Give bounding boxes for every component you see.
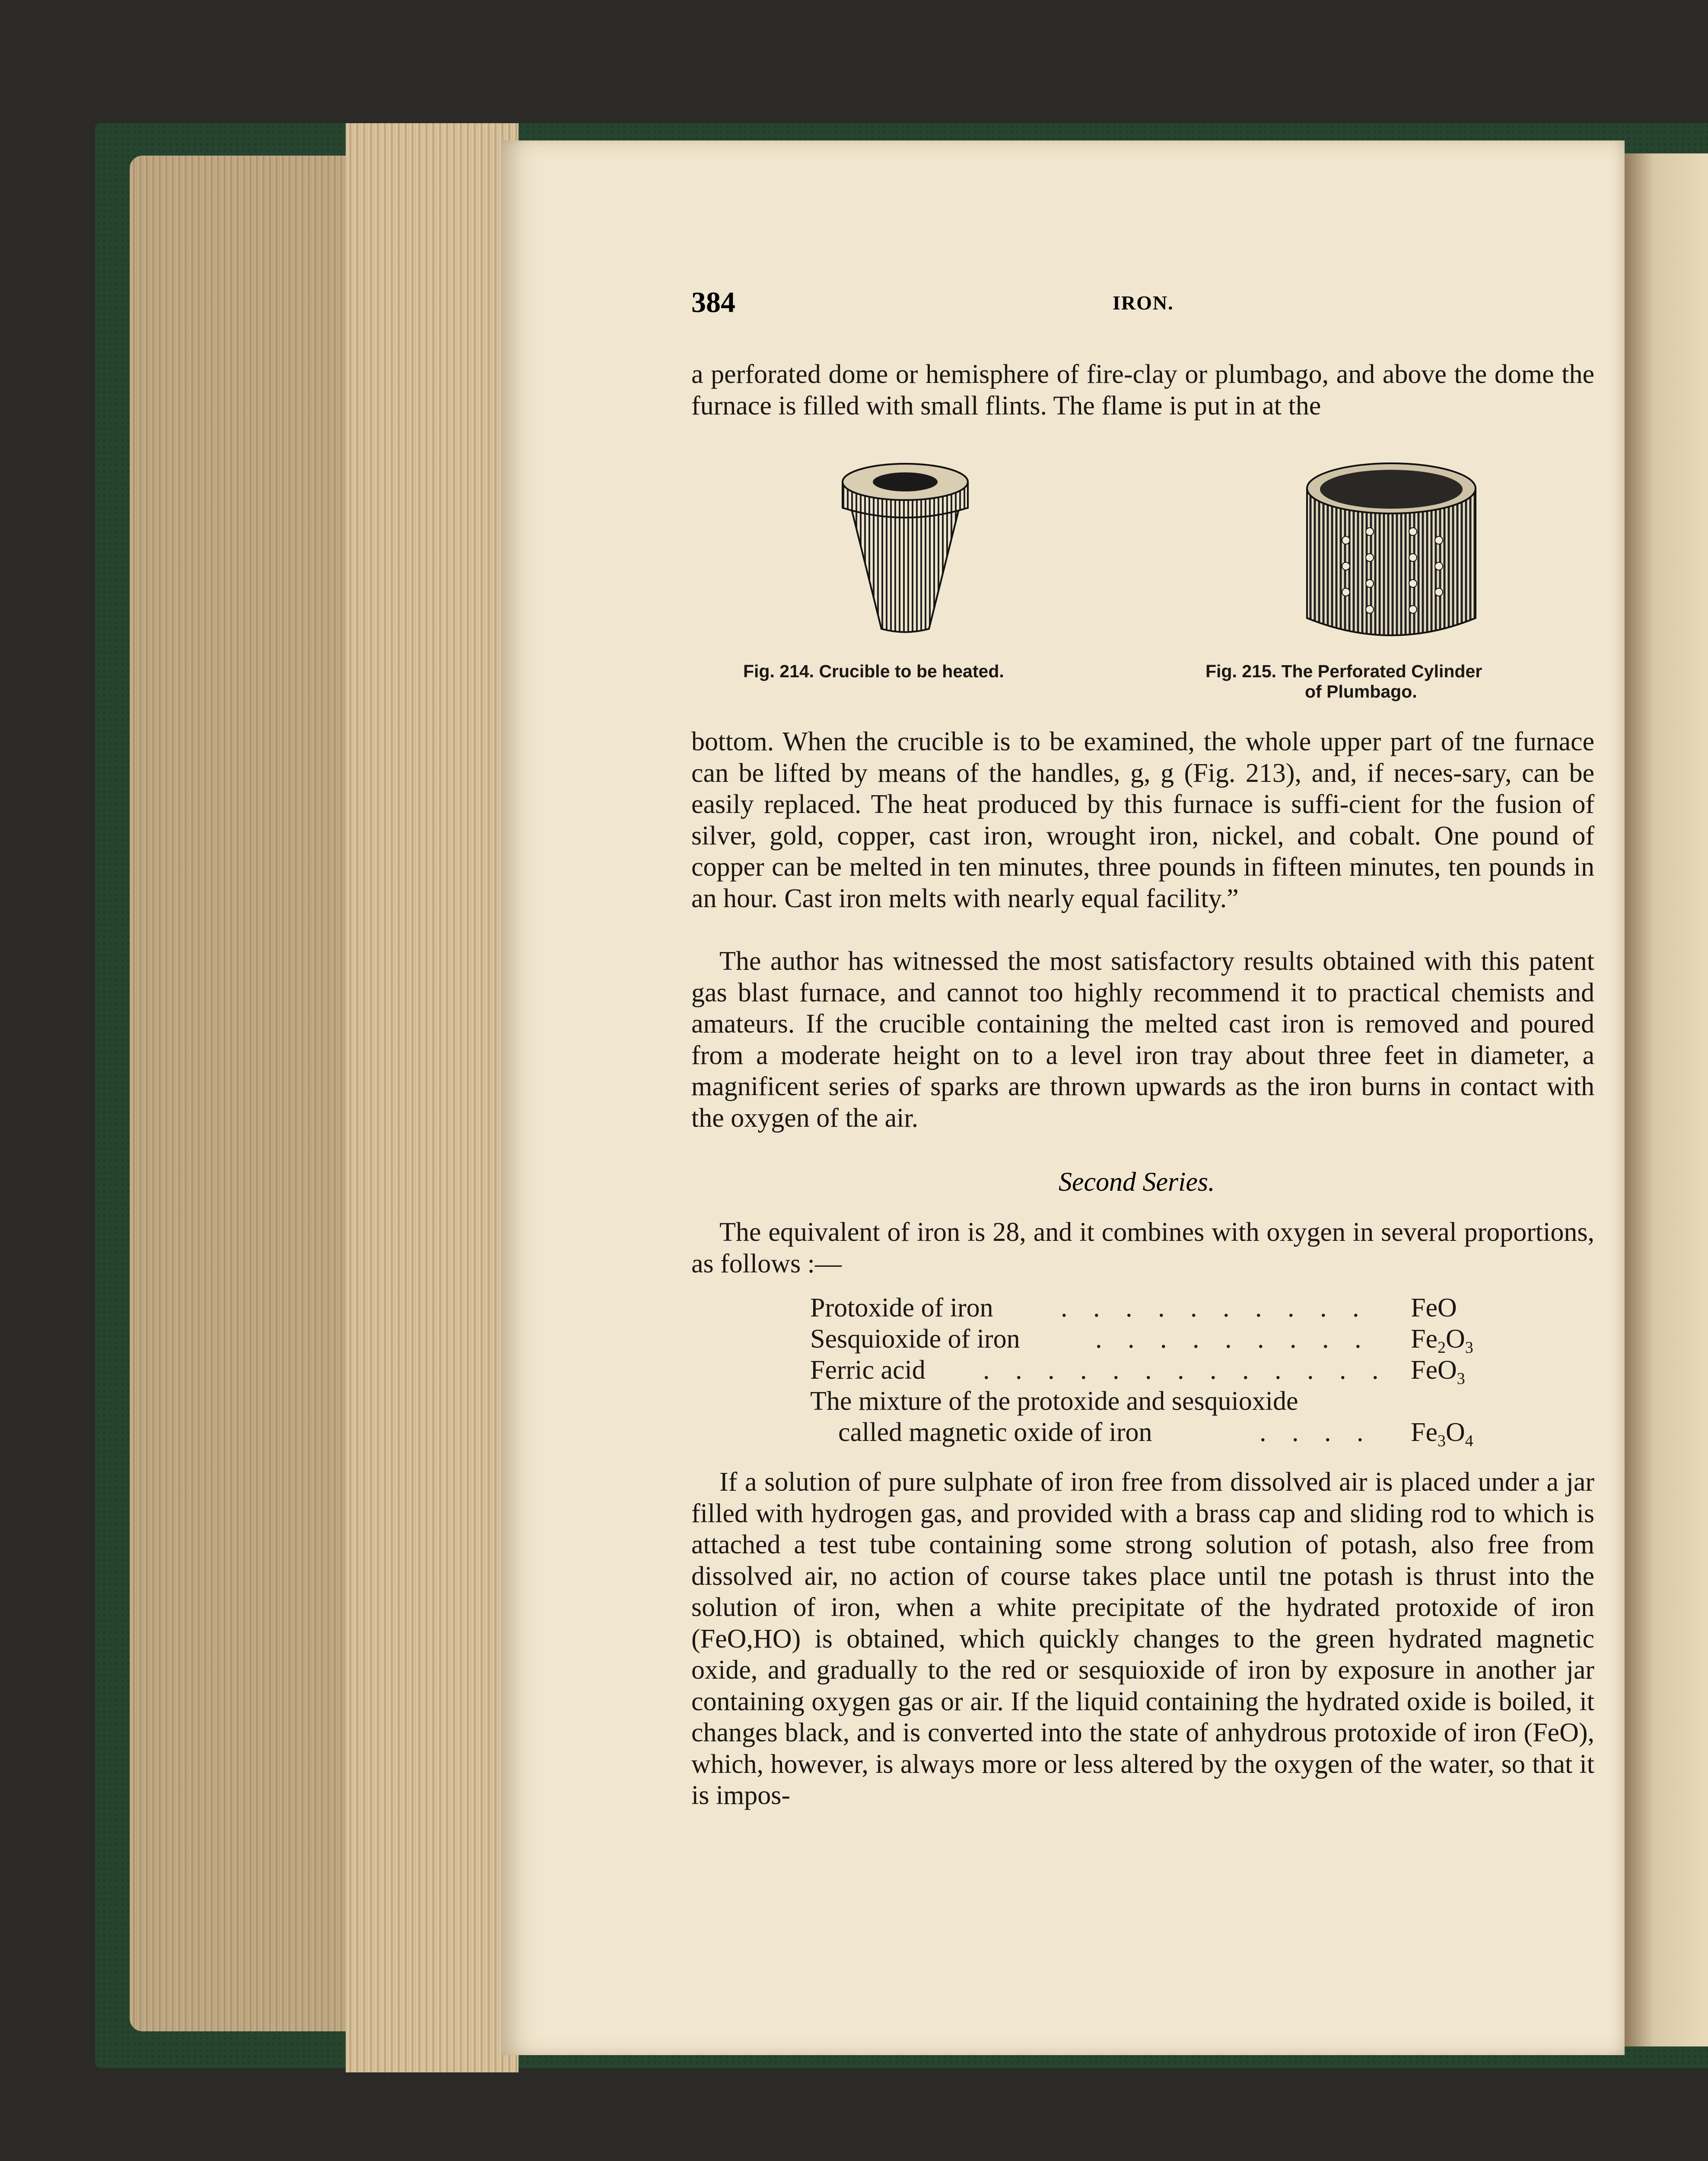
paragraph-3: The author has witnessed the most satisfactory results obtained with this patent gas blast furnace, and cannot too highly recommend it to practical chemists and amateurs. If the crucible containing the melted cast iron is removed and poured from a moderate height on to a level iron tray about three feet in diameter, a magnificent series of sparks are thrown upwards as the iron burns in contact with the oxygen of the air. <box>691 947 1594 1133</box>
facing-page-edge <box>1625 153 1708 2046</box>
paragraph-5: If a solution of pure sulphate of iron free from dissolved air is placed under a jar filled with hydrogen gas, and provided with a brass cap and sliding rod to which is attached a test tube containing some strong solution of potash, also free from dissolved air, no action of course takes place until tne potash is thrust into the solution of iron, when a white precipitate of the hydrated protoxide of iron (FeO,HO) is obtained, which quickly changes to the green hydrated magnetic oxide, and gradually to the red or sesquioxide of iron by exposure in another jar containing oxygen gas or air. If the liquid containing the hydrated oxide is boiled, it changes black, and is converted into the state of anhydrous protoxide of iron (FeO), which, however, is always more or less altered by the oxygen of the water, so that it is impos- <box>691 1467 1594 1810</box>
oxide-row <box>810 1355 1631 1386</box>
section-heading: Second Series. <box>1059 1167 1215 1197</box>
oxide-row <box>810 1323 1631 1355</box>
running-title: IRON. <box>1113 292 1174 314</box>
fig-215-caption-line1: Fig. 215. The Perforated Cylinder <box>1205 661 1482 681</box>
running-head <box>691 285 1594 337</box>
oxide-name: Protoxide of iron <box>810 1293 993 1323</box>
page-block-edge <box>130 156 372 2031</box>
crucible-illustration <box>838 462 972 635</box>
oxide-name: Sesquioxide of iron <box>810 1324 1020 1354</box>
fig-214-caption: Fig. 214. Crucible to be heated. <box>743 661 1004 681</box>
leader-dots: . . . . . . . . . . . . . <box>983 1355 1388 1385</box>
oxide-formula: FeO <box>1411 1293 1457 1323</box>
oxide-name: Ferric acid <box>810 1355 926 1385</box>
leader-dots: . . . . <box>1260 1418 1373 1447</box>
oxide-formula: $Fe_2O_3$ <box>1411 1324 1473 1357</box>
oxide-row <box>810 1386 1631 1417</box>
oxide-name: The mixture of the protoxide and sesquioxide <box>810 1386 1298 1416</box>
paragraph-2: bottom. When the crucible is to be examined, the whole upper part of tne furnace can be lifted by means of the handles, g, g (Fig. 213), and, if neces-sary, can be easily replaced. The heat produced by this furnace is suffi-cient for the fusion of silver, gold, copper, cast iron, wrought iron, nickel, and cobalt. One pound of copper can be melted in ten minutes, three pounds in fifteen minutes, ten pounds in an hour. Cast iron melts with nearly equal facility.” <box>691 727 1594 913</box>
leader-dots: . . . . . . . . . . <box>1061 1293 1369 1323</box>
paragraph-4: The equivalent of iron is 28, and it combines with oxygen in several proportions, as follows :— <box>691 1218 1594 1278</box>
leader-dots: . . . . . . . . . <box>1095 1324 1371 1354</box>
perforated-cylinder-illustration <box>1301 458 1482 644</box>
page-leaves <box>346 123 518 2072</box>
oxide-row <box>810 1417 1631 1448</box>
oxide-formula: $Fe_3O_4$ <box>1411 1418 1473 1450</box>
paragraph-1: a perforated dome or hemisphere of fire-clay or plumbago, and above the dome the furnace is filled with small flints. The flame is put in at the <box>691 360 1594 421</box>
fig-215-caption-line2: of Plumbago. <box>1305 682 1417 701</box>
page-number: 384 <box>691 286 735 319</box>
oxide-name: called magnetic oxide of iron <box>838 1418 1152 1447</box>
oxide-row <box>810 1292 1631 1323</box>
oxide-formula: FeO$_3$ <box>1411 1355 1465 1388</box>
